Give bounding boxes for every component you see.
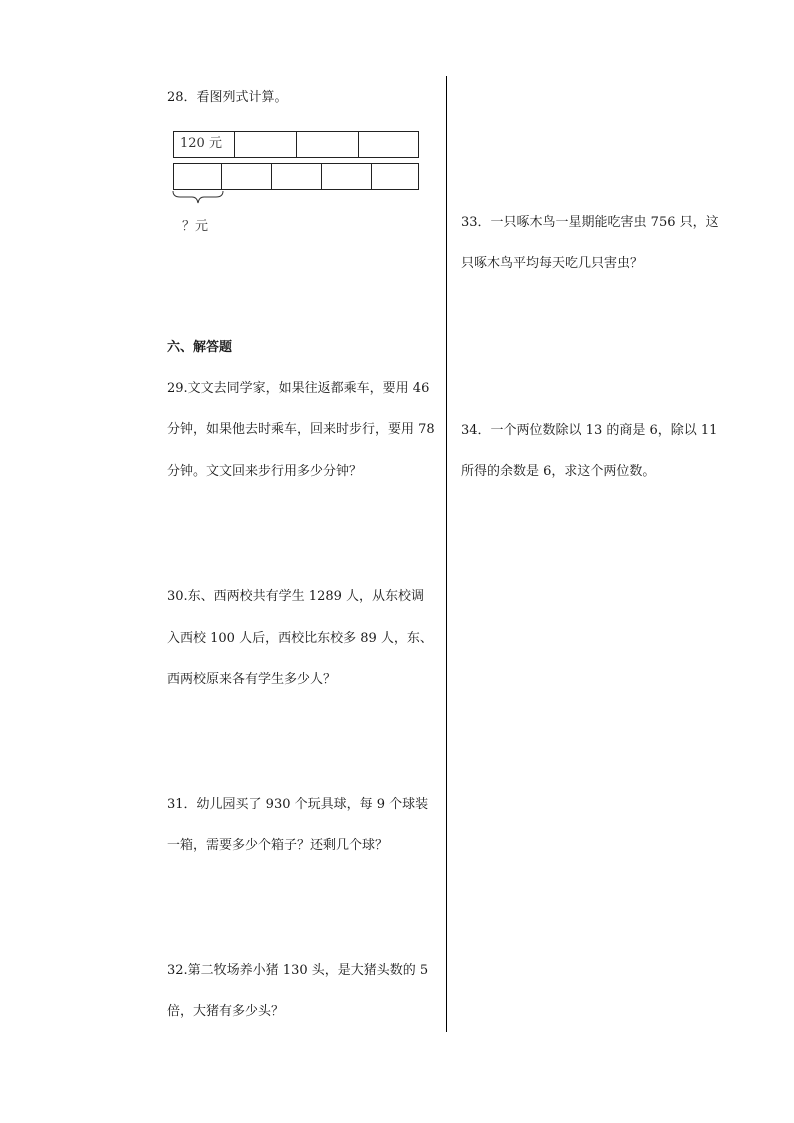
q31-line-2: 一箱，需要多少个箱子？还剩几个球？ bbox=[167, 838, 389, 853]
q28-prompt: 28．看图列式计算。 bbox=[167, 90, 288, 105]
top-bar-cell-3 bbox=[297, 132, 359, 157]
top-bar-cell-4 bbox=[359, 132, 418, 157]
q32-line-2: 倍，大猪有多少头？ bbox=[167, 1004, 285, 1019]
q33-line-2: 只啄木鸟平均每天吃几只害虫？ bbox=[461, 256, 644, 271]
q29-line-3: 分钟。文文回来步行用多少分钟？ bbox=[167, 464, 363, 479]
top-bar bbox=[173, 131, 419, 158]
q29-line-2: 分钟，如果他去时乘车，回来时步行，要用 78 bbox=[167, 422, 435, 437]
q34-line-2: 所得的余数是 6，求这个两位数。 bbox=[461, 464, 656, 479]
q29-line-1: 29.文文去同学家，如果往返都乘车，要用 46 bbox=[167, 381, 430, 396]
q32-line-1: 32.第二牧场养小猪 130 头，是大猪头数的 5 bbox=[167, 963, 429, 978]
q34-line-1: 34．一个两位数除以 13 的商是 6，除以 11 bbox=[461, 423, 718, 438]
bottom-bar-cell-3 bbox=[272, 164, 322, 189]
bottom-bar-cell-2 bbox=[222, 164, 272, 189]
top-bar-cell-2 bbox=[235, 132, 297, 157]
brace-icon bbox=[172, 190, 224, 206]
bottom-bar-cell-1 bbox=[174, 164, 222, 189]
q30-line-2: 入西校 100 人后，西校比东校多 89 人，东、 bbox=[167, 631, 433, 646]
q28-unknown-label: ？元 bbox=[182, 219, 209, 234]
column-divider bbox=[446, 76, 447, 1032]
section-title: 六、解答题 bbox=[167, 340, 233, 355]
top-bar-cell-1: 120 元 bbox=[174, 132, 235, 157]
q31-line-1: 31．幼儿园买了 930 个玩具球，每 9 个球装 bbox=[167, 797, 429, 812]
bottom-bar-cell-4 bbox=[322, 164, 372, 189]
q30-line-3: 西两校原来各有学生多少人？ bbox=[167, 672, 337, 687]
q30-line-1: 30.东、西两校共有学生 1289 人，从东校调 bbox=[167, 589, 425, 604]
bottom-bar bbox=[173, 163, 419, 190]
bottom-bar-cell-5 bbox=[372, 164, 418, 189]
q33-line-1: 33．一只啄木鸟一星期能吃害虫 756 只，这 bbox=[461, 215, 719, 230]
